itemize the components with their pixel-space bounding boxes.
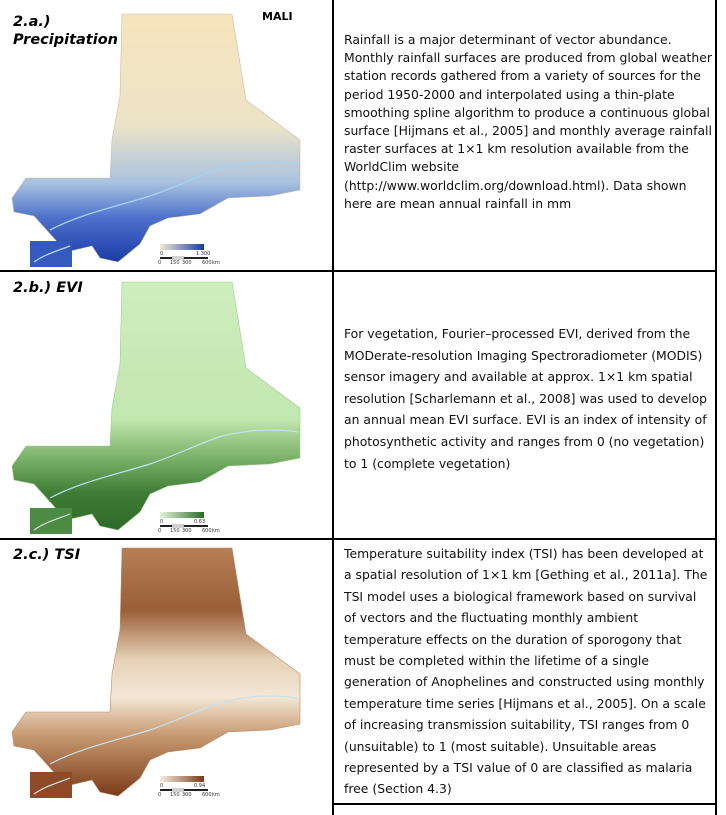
legend-max: 0.94 (194, 783, 206, 789)
legend-bar (160, 244, 204, 250)
scale-tick: 600 (202, 528, 212, 534)
table-bottom-border (334, 803, 717, 805)
legend-max: 1 300 (196, 251, 211, 257)
scale-tick: 300 (182, 260, 192, 266)
scale-tick: 600 (202, 792, 212, 798)
country-label: MALI (262, 10, 293, 23)
panel-label-evi: 2.b.) EVI (13, 280, 83, 296)
scale-tick: 0 (158, 528, 162, 534)
scale-tick: 300 (182, 528, 192, 534)
scale-tick: 150 (170, 260, 180, 266)
scale-tick: 600 (202, 260, 212, 266)
mali-outline (12, 548, 300, 796)
panel-label-tsi: 2.c.) TSI (13, 547, 81, 563)
scale-tick: 300 (182, 792, 192, 798)
legend-bar (160, 776, 204, 782)
inset-map (30, 241, 72, 267)
mali-outline (12, 282, 300, 530)
legend-min: 0 (160, 519, 164, 525)
scale-tick: 0 (158, 792, 162, 798)
scale-tick: 150 (170, 528, 180, 534)
tsi-map (0, 540, 334, 803)
legend-min: 0 (160, 783, 164, 789)
scale-unit: km (212, 260, 220, 266)
legend-max: 0.63 (194, 519, 206, 525)
table-right-border (715, 0, 717, 815)
panel-label-precipitation: 2.a.) Precipitation (13, 14, 118, 48)
precipitation-map (0, 0, 334, 270)
scale-unit: km (212, 792, 220, 798)
scale-tick: 0 (158, 260, 162, 266)
description-evi: For vegetation, Fourier–processed EVI, derived from the MODerate-resolution Imaging Spectroradiometer (MODIS) sensor imagery and available at approx. 1×1 km spatial resolution [Scharlemann et al., 2008] was used to develop an annual mean EVI surface. EVI is an index of intensity of photosynthetic activity and ranges from 0 (no vegetation) to 1 (complete vegetation) (344, 326, 708, 471)
evi-map (0, 272, 334, 538)
scale-unit: km (212, 528, 220, 534)
description-precipitation: Rainfall is a major determinant of vector abundance. Monthly rainfall surfaces are produced from global weather station records gathered from a variety of sources for the period 1950-2000 and interpolated using a thin-plate smoothing spline algorithm to produce a continuous global surface [Hijmans et al., 2005] and monthly average rainfall raster surfaces at 1×1 km resolution available from the WorldClim website (http://www.worldclim.org/download.html). Data shown here are mean annual rainfall in mm (344, 32, 712, 211)
description-tsi: Temperature suitability index (TSI) has been developed at a spatial resolution of 1×1 km [Gething et al., 2011a]. The TSI model uses a biological framework based on survival of vectors and the fluctuating monthly ambient temperature effects on the duration of sporogony that must be completed within the lifetime of a single generation of Anophelines and constructed using monthly temperature time series [Hijmans et al., 2005]. On a scale of increasing transmission suitability, TSI ranges from 0 (unsuitable) to 1 (most suitable). Unsuitable areas represented by a TSI value of 0 are classified as malaria free (Section 4.3) (344, 546, 708, 797)
legend-bar (160, 512, 204, 518)
scale-tick: 150 (170, 792, 180, 798)
legend-min: 0 (160, 251, 164, 257)
mali-outline (12, 14, 300, 262)
